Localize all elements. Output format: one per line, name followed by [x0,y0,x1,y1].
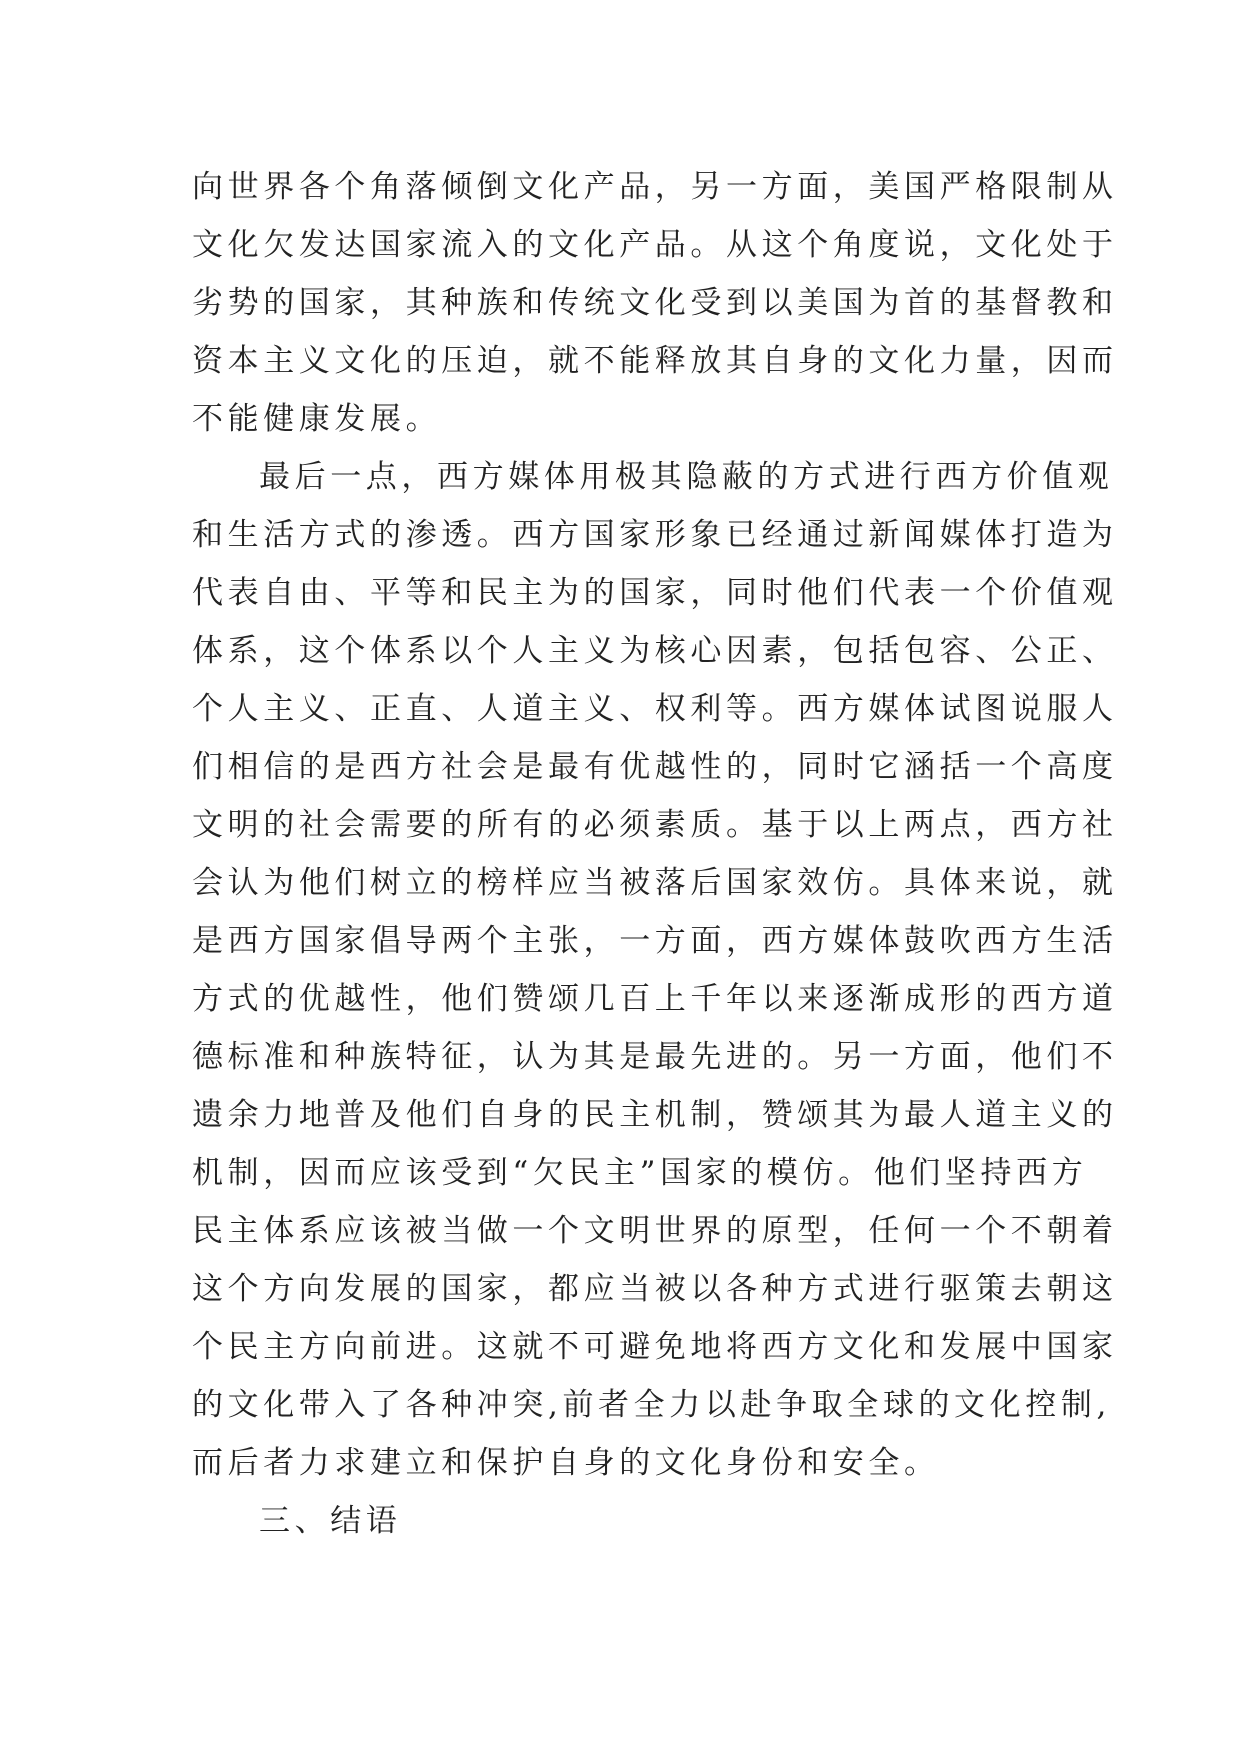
text-line: 会认为他们树立的榜样应当被落后国家效仿。具体来说，就 [192,865,1118,901]
text-line: 机制，因而应该受到“欠民主”国家的模仿。他们坚持西方 [192,1155,1088,1191]
text-line: 和生活方式的渗透。西方国家形象已经通过新闻媒体打造为 [192,517,1118,553]
text-line: 最后一点，西方媒体用极其隐蔽的方式进行西方价值观 [259,459,1114,495]
text-line: 这个方向发展的国家，都应当被以各种方式进行驱策去朝这 [192,1271,1118,1307]
text-line: 资本主义文化的压迫，就不能释放其自身的文化力量，因而 [192,343,1118,379]
text-line: 代表自由、平等和民主为的国家，同时他们代表一个价值观 [192,575,1118,611]
section-heading: 三、结语 [259,1503,402,1539]
text-line: 遗余力地普及他们自身的民主机制，赞颂其为最人道主义的 [192,1097,1118,1133]
text-line: 文化欠发达国家流入的文化产品。从这个角度说，文化处于 [192,227,1118,263]
text-line: 个人主义、正直、人道主义、权利等。西方媒体试图说服人 [192,691,1118,727]
text-line: 的文化带入了各种冲突,前者全力以赴争取全球的文化控制, [192,1387,1111,1423]
text-line: 而后者力求建立和保护自身的文化身份和安全。 [192,1445,940,1481]
text-line: 民主体系应该被当做一个文明世界的原型，任何一个不朝着 [192,1213,1118,1249]
text-line: 劣势的国家，其种族和传统文化受到以美国为首的基督教和 [192,285,1118,321]
text-line: 文明的社会需要的所有的必须素质。基于以上两点，西方社 [192,807,1118,843]
section-heading-conclusion [192,1492,1072,1550]
text-line: 们相信的是西方社会是最有优越性的，同时它涵括一个高度 [192,749,1118,785]
text-line: 是西方国家倡导两个主张，一方面，西方媒体鼓吹西方生活 [192,923,1118,959]
text-line: 方式的优越性，他们赞颂几百上千年以来逐渐成形的西方道 [192,981,1118,1017]
paragraph-continuation [192,158,1118,448]
text-line: 不能健康发展。 [192,401,442,437]
text-line: 体系，这个体系以个人主义为核心因素，包括包容、公正、 [192,633,1118,669]
paragraph-last-point [192,448,1118,1492]
body-text [192,158,1118,1550]
text-line: 个民主方向前进。这就不可避免地将西方文化和发展中国家 [192,1329,1118,1365]
text-line: 向世界各个角落倾倒文化产品，另一方面，美国严格限制从 [192,169,1118,205]
text-line: 德标准和种族特征，认为其是最先进的。另一方面，他们不 [192,1039,1118,1075]
